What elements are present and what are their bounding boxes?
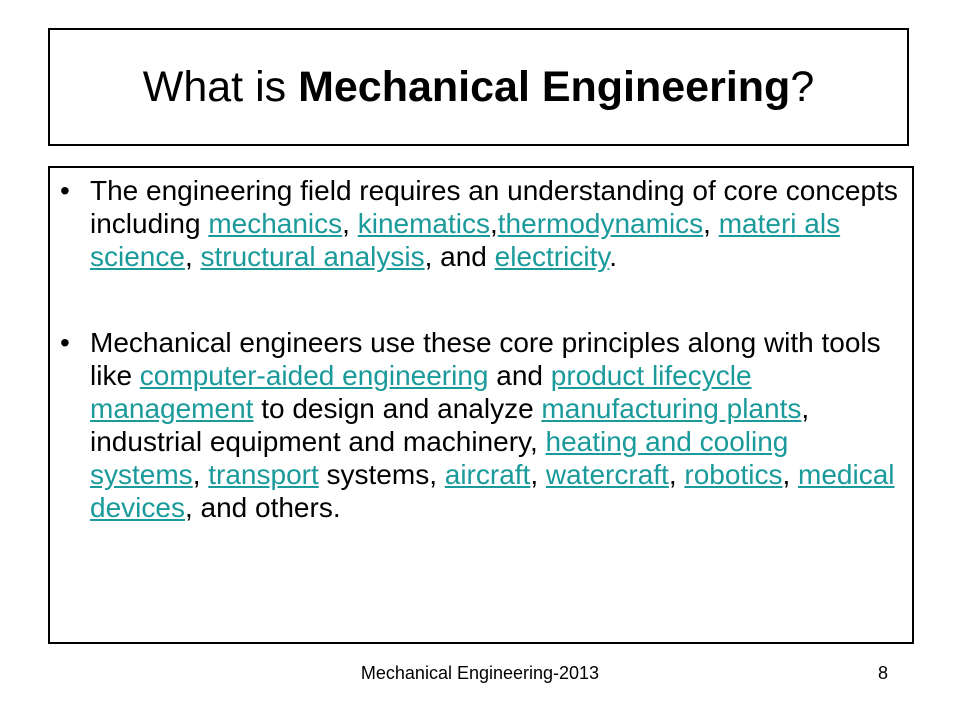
link-materials-science[interactable]: materi als science (90, 208, 841, 272)
bullet-1: The engineering field requires an understanding of core concepts including mechanics, kinematics,thermodynamics, materi als science, structural analysis, and electricity. (90, 175, 898, 272)
page-number: 8 (878, 663, 889, 683)
bullet-2: Mechanical engineers use these core principles along with tools like computer-aided engineering and product lifecycle management to design and analyze manufacturing plants, industrial equipment and machinery, heating and cooling systems, transport systems, aircraft, watercraft, robotics, medical devices, and others. (90, 327, 895, 523)
link-watercraft[interactable]: watercraft (545, 459, 669, 490)
link-mechanics[interactable]: mechanics (208, 208, 343, 239)
link-heating-cooling-systems[interactable]: heating and cooling systems (90, 426, 789, 490)
link-robotics[interactable]: robotics (684, 459, 783, 490)
link-thermodynamics[interactable]: thermodynamics (497, 208, 704, 239)
link-computer-aided-engineering[interactable]: computer-aided engineering (139, 360, 489, 391)
content-box (48, 166, 914, 644)
link-aircraft[interactable]: aircraft (444, 459, 531, 490)
title-suffix: ? (790, 62, 815, 111)
link-transport[interactable]: transport (208, 459, 319, 490)
link-structural-analysis[interactable]: structural analysis (200, 241, 425, 272)
link-product-lifecycle-management[interactable]: product lifecycle management (90, 360, 752, 424)
title-prefix: What is (142, 62, 299, 111)
title-emphasis: Mechanical Engineering (298, 62, 791, 111)
title-box (48, 28, 909, 146)
bullet-marker: • (60, 327, 70, 358)
slide-title (143, 63, 814, 112)
link-manufacturing-plants[interactable]: manufacturing plants (541, 393, 802, 424)
link-medical-devices[interactable]: medical devices (90, 459, 895, 523)
footer-text: Mechanical Engineering-2013 (360, 663, 600, 683)
link-electricity[interactable]: electricity (494, 241, 610, 272)
link-kinematics[interactable]: kinematics (357, 208, 490, 239)
bullet-marker: • (60, 175, 70, 206)
